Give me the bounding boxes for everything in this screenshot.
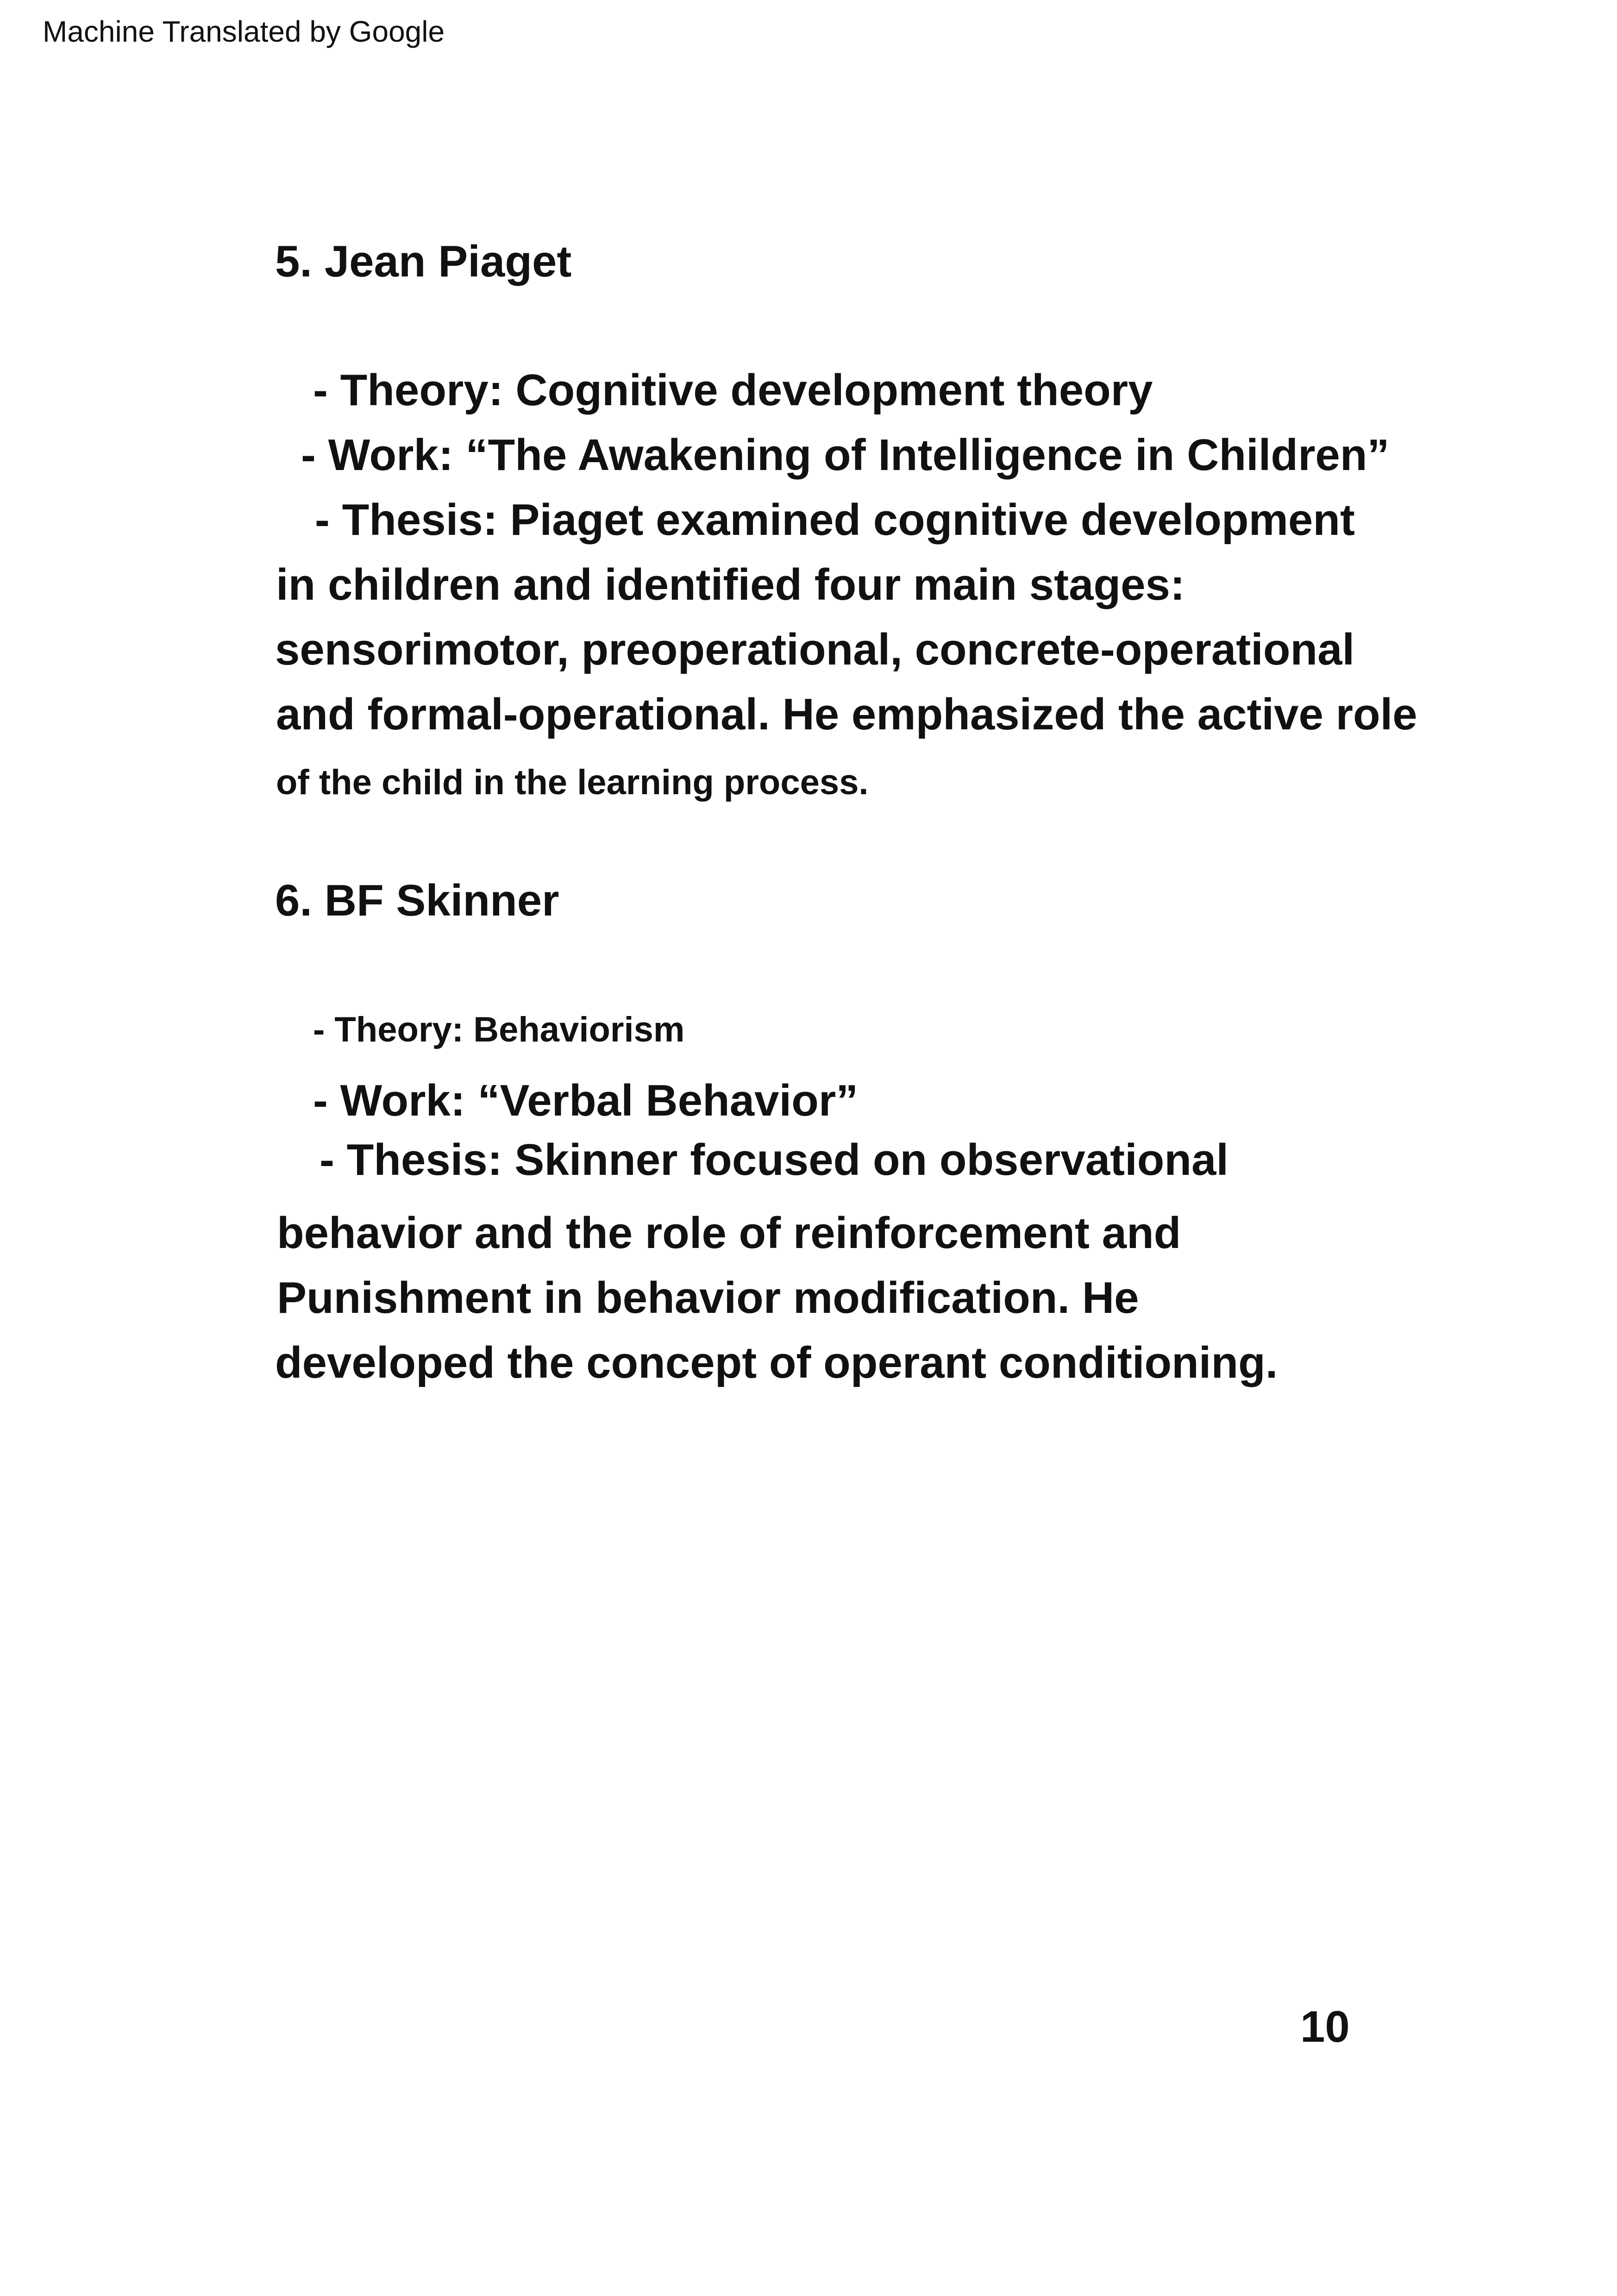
theory-line: - Theory: Cognitive development theory <box>313 365 1153 415</box>
thesis-line: and formal-operational. He emphasized the active role <box>276 690 1417 739</box>
thesis-line: - Thesis: Skinner focused on observational <box>320 1135 1229 1185</box>
thesis-line: behavior and the role of reinforcement and <box>277 1208 1181 1258</box>
thesis-line: Punishment in behavior modification. He <box>277 1273 1139 1323</box>
theory-line: - Theory: Behaviorism <box>313 1010 685 1049</box>
thesis-line: of the child in the learning process. <box>276 763 869 802</box>
page-number: 10 <box>1300 2002 1350 2051</box>
machine-translation-banner: Machine Translated by Google <box>43 15 445 48</box>
work-line: - Work: “The Awakening of Intelligence in Children” <box>301 430 1390 480</box>
thesis-line: - Thesis: Piaget examined cognitive development <box>315 495 1355 545</box>
section-heading: 5. Jean Piaget <box>275 237 572 286</box>
thesis-line: in children and identified four main stages: <box>276 560 1185 609</box>
section-heading: 6. BF Skinner <box>275 876 559 925</box>
thesis-line: developed the concept of operant conditioning. <box>275 1338 1278 1387</box>
thesis-line: sensorimotor, preoperational, concrete-operational <box>275 625 1355 674</box>
work-line: - Work: “Verbal Behavior” <box>313 1076 859 1125</box>
